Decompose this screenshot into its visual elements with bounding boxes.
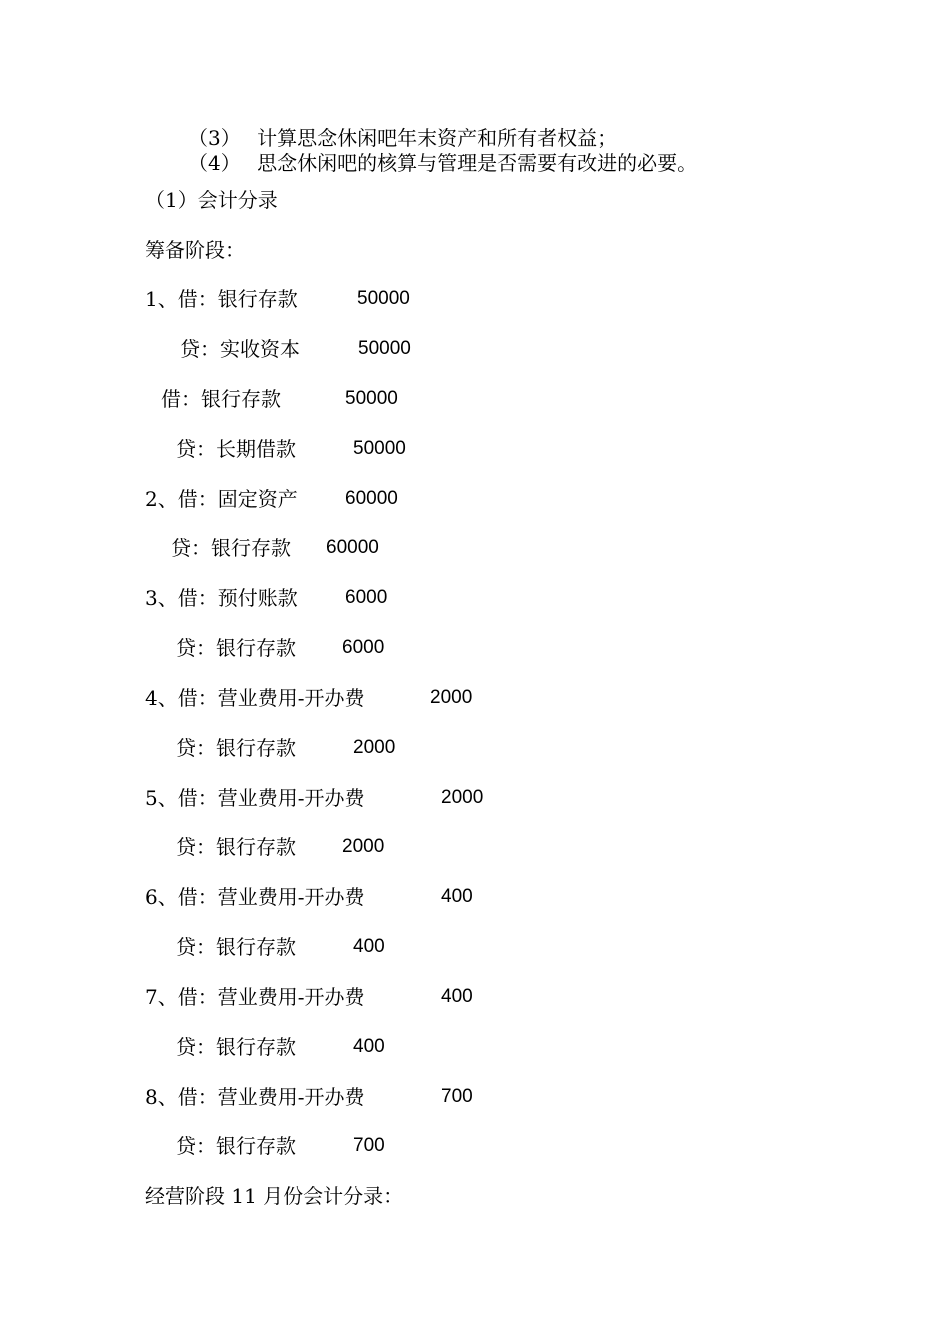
entry-label: 2、借：固定资产 <box>145 487 298 511</box>
entry-amount: 6000 <box>342 637 385 658</box>
entry-label: 7、借：营业费用-开办费 <box>145 985 365 1009</box>
question-text: 计算思念休闲吧年末资产和所有者权益； <box>257 126 618 150</box>
entry-amount: 60000 <box>326 537 379 558</box>
entry-amount: 400 <box>353 936 385 957</box>
entry-label: 4、借：营业费用-开办费 <box>145 686 365 710</box>
entry-amount: 2000 <box>430 687 473 708</box>
question-4 <box>188 151 697 175</box>
entry-amount: 50000 <box>358 338 411 359</box>
entry-label: 贷：实收资本 <box>180 337 300 361</box>
entry-label: 贷：银行存款 <box>176 736 296 760</box>
entry-label: 借：银行存款 <box>161 387 281 411</box>
entry-amount: 6000 <box>345 587 388 608</box>
entry-label: 8、借：营业费用-开办费 <box>145 1085 365 1109</box>
entry-amount: 700 <box>353 1135 385 1156</box>
entry-label: 贷：银行存款 <box>176 636 296 660</box>
entry-amount: 60000 <box>345 488 398 509</box>
entry-label: 贷：银行存款 <box>176 1035 296 1059</box>
entry-amount: 400 <box>441 986 473 1007</box>
entry-amount: 50000 <box>345 388 398 409</box>
question-marker: （4） <box>188 151 241 175</box>
entry-label: 5、借：营业费用-开办费 <box>145 786 365 810</box>
entry-label: 6、借：营业费用-开办费 <box>145 885 365 909</box>
question-marker: （3） <box>188 126 241 150</box>
entry-amount: 400 <box>353 1036 385 1057</box>
entry-label: 3、借：预付账款 <box>145 586 298 610</box>
phase-heading-operation: 经营阶段 11 月份会计分录： <box>145 1184 404 1208</box>
entry-label: 贷：银行存款 <box>171 536 291 560</box>
entry-label: 贷：银行存款 <box>176 1134 296 1158</box>
entry-label: 贷：银行存款 <box>176 935 296 959</box>
entry-amount: 2000 <box>353 737 396 758</box>
question-3 <box>188 126 617 150</box>
entry-amount: 700 <box>441 1086 473 1107</box>
phase-heading-preparation: 筹备阶段： <box>145 238 245 262</box>
entry-amount: 2000 <box>441 787 484 808</box>
entry-label: 贷：长期借款 <box>176 437 296 461</box>
entry-amount: 2000 <box>342 836 385 857</box>
entry-amount: 50000 <box>357 288 410 309</box>
entry-label: 1、借：银行存款 <box>145 287 298 311</box>
question-text: 思念休闲吧的核算与管理是否需要有改进的必要。 <box>257 151 698 175</box>
entry-amount: 50000 <box>353 438 406 459</box>
entry-amount: 400 <box>441 886 473 907</box>
section-heading: （1）会计分录 <box>145 188 278 212</box>
entry-label: 贷：银行存款 <box>176 835 296 859</box>
